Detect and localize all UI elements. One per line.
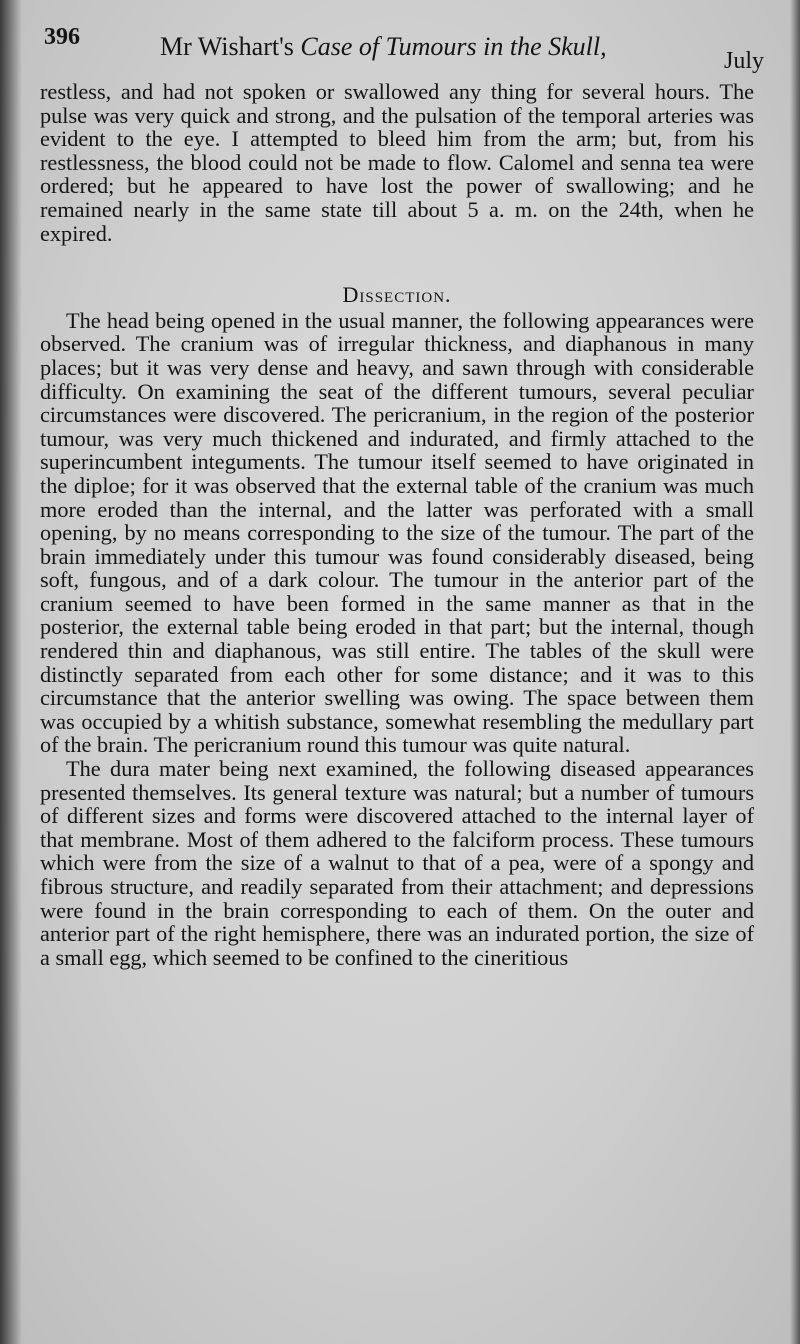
paragraph-dura-mater: The dura mater being next examined, the following diseased appearances presented themselves. Its general texture was natural; but a number of tumours of different sizes and forms were discovered attached to the internal layer of that membrane. Most of them adhered to the falciform process. These tumours which were from the size of a walnut to that of a pea, were of a spongy and fibrous structure, and readily separated from their attachment; and depressions were found in the brain corresponding to each of them. On the outer and anterior part of the right hemisphere, there was an indurated portion, the size of a small egg, which seemed to be confined to the cineritious xyxy=(40,756,754,970)
page-number: 396 xyxy=(44,24,80,50)
running-header xyxy=(40,18,764,80)
running-title-case: Case of Tumours in the Skull, xyxy=(300,32,607,61)
running-title xyxy=(160,32,607,62)
month-label: July xyxy=(723,48,764,74)
paragraph-continuation: restless, and had not spoken or swallowed any thing for several hours. The pulse was very quick and strong, and the pulsation of the temporal arteries was evident to the eye. I attempted to bleed him from the arm; but, from his restlessness, the blood could not be made to flow. Calomel and senna tea were ordered; but he appeared to have lost the power of swallowing; and he remained nearly in the same state till about 5 a. m. on the 24th, when he expired. xyxy=(40,79,754,246)
running-title-author: Mr Wishart's xyxy=(160,32,294,61)
paragraph-dissection: The head being opened in the usual manner, the following appearances were observed. The cranium was of irregular thickness, and diaphanous in many places; but it was very dense and heavy, and sawn through with considerable difficulty. On examining the seat of the different tumours, several peculiar circumstances were discovered. The pericranium, in the region of the posterior tumour, was very much thickened and indurated, and firmly attached to the superincumbent integuments. The tumour itself seemed to have originated in the diploe; for it was observed that the external table of the cranium was much more eroded than the internal, and the latter was perforated with a small opening, by no means corresponding to the size of the tumour. The part of the brain immediately under this tumour was found considerably diseased, being soft, fungous, and of a dark colour. The tumour in the anterior part of the cranium seemed to have been formed in the same manner as that in the posterior, the external table being eroded in that part; but the internal, though rendered thin and diaphanous, was still entire. The tables of the skull were distinctly separated from each other for some distance; and it was to this circumstance that the anterior swelling was owing. The space between them was occupied by a whitish substance, somewhat resembling the medullary part of the brain. The pericranium round this tumour was quite natural. xyxy=(40,307,754,758)
section-heading: Dissection. xyxy=(342,282,452,308)
body-text xyxy=(40,80,754,969)
